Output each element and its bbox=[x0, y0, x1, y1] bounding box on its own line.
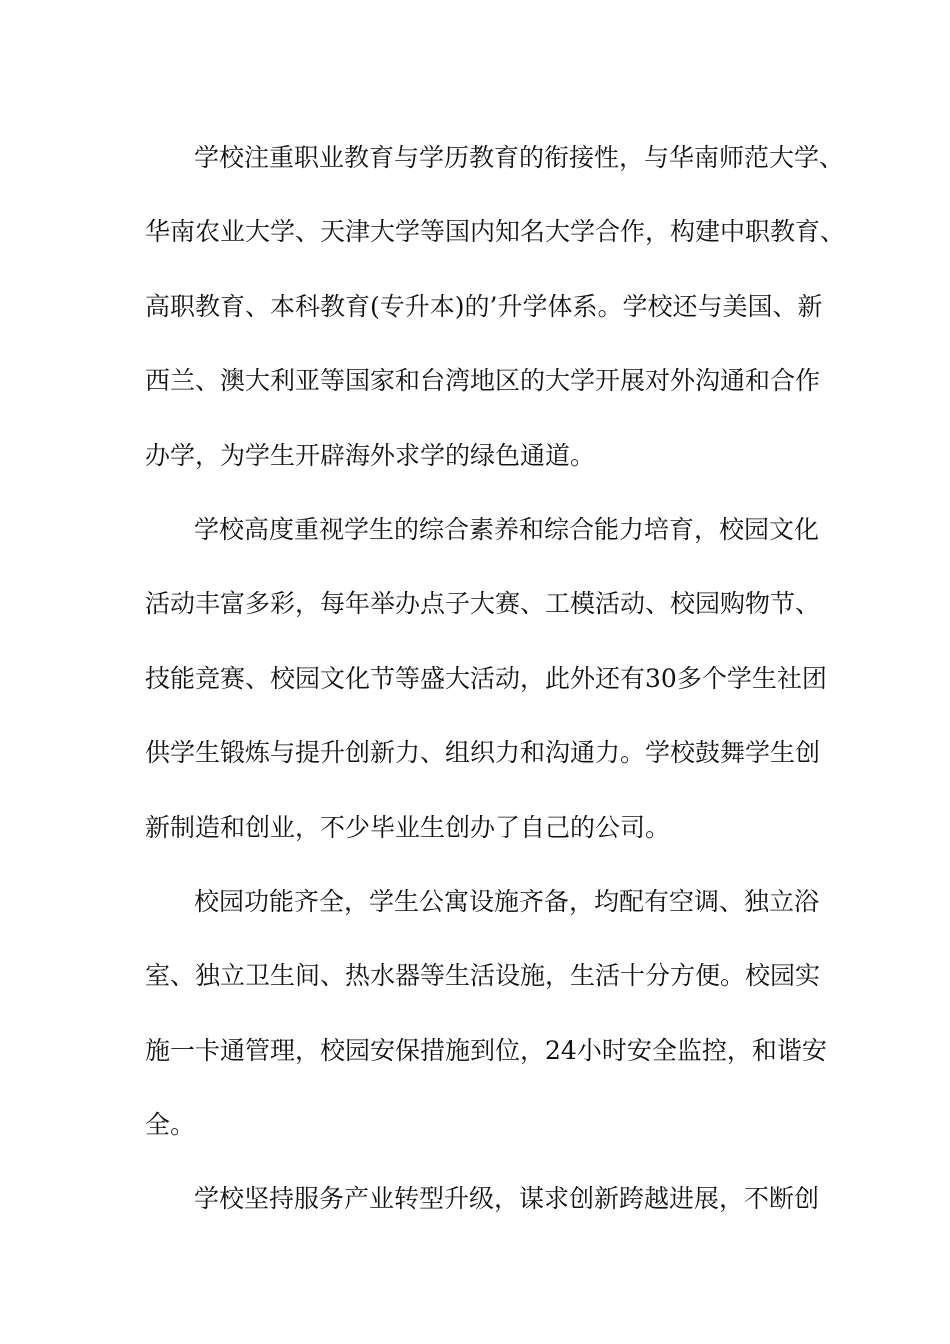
paragraph-line: 室、独立卫生间、热水器等生活设施，生活十分方便。校园实 bbox=[145, 961, 821, 991]
paragraph-line: 技能竞赛、校园文化节等盛大活动，此外还有30多个学生社团 bbox=[145, 663, 827, 693]
paragraph-line: 校园功能齐全，学生公寓设施齐备，均配有空调、独立浴 bbox=[194, 886, 820, 916]
paragraph-line: 学校坚持服务产业转型升级，谋求创新跨越进展，不断创 bbox=[194, 1184, 820, 1214]
paragraph-line: 全。 bbox=[145, 1110, 196, 1140]
paragraph-line: 活动丰富多彩，每年举办点子大赛、工模活动、校园购物节、 bbox=[145, 589, 821, 619]
paragraph-line: 西兰、澳大利亚等国家和台湾地区的大学开展对外沟通和合作 bbox=[145, 366, 821, 396]
paragraph-line: 施一卡通管理，校园安保措施到位，24小时安全监控，和谐安 bbox=[145, 1035, 827, 1065]
paragraph-line: 华南农业大学、天津大学等国内知名大学合作，构建中职教育、 bbox=[145, 217, 846, 247]
paragraph-line: 学校高度重视学生的综合素养和综合能力培育，校园文化 bbox=[194, 514, 820, 544]
paragraph-line: 供学生锻炼与提升创新力、组织力和沟通力。学校鼓舞学生创 bbox=[145, 738, 821, 768]
paragraph-line: 高职教育、本科教育(专升本)的’升学体系。学校还与美国、新 bbox=[145, 291, 823, 321]
body-text bbox=[145, 128, 846, 1244]
paragraph-line: 办学，为学生开辟海外求学的绿色通道。 bbox=[145, 440, 596, 470]
paragraph-line: 学校注重职业教育与学历教育的衔接性，与华南师范大学、 bbox=[194, 143, 845, 172]
paragraph-line: 新制造和创业，不少毕业生创办了自己的公司。 bbox=[145, 812, 671, 842]
